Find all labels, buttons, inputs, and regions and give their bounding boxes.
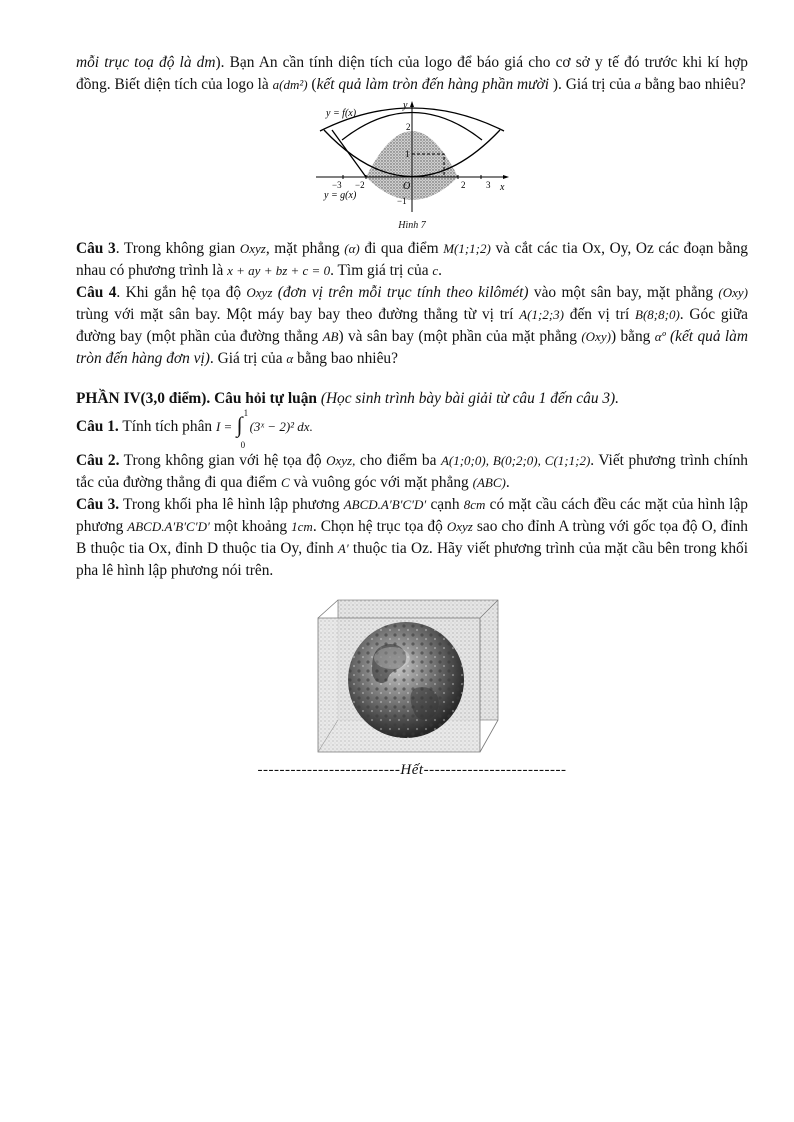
e3-math: Oxyz (446, 519, 473, 535)
q3-text: . (438, 262, 443, 279)
axis-label-x: x (500, 182, 505, 193)
e3-math: 1cm (291, 519, 313, 535)
essay-1-label: Câu 1. (76, 418, 119, 435)
e3-text: . Chọn hệ trục tọa độ (312, 518, 447, 536)
q4-math: α (286, 351, 294, 366)
q4-text: ) bằng (610, 328, 655, 345)
q4-italic: (đơn vị trên mỗi trục tính theo kilômét) (272, 284, 529, 301)
q3-math: x + ay + bz + c = 0 (227, 263, 331, 278)
q4-math: AB (322, 329, 339, 344)
q4-italic: (kết quả làm tròn đến hàng đơn vị) (76, 328, 748, 367)
e3-math: 8cm (463, 497, 486, 513)
e3-math: ABCD.A′B′C′D′ (343, 497, 427, 513)
crystal-cube-globe-image (312, 596, 512, 756)
e3-math: A′ (337, 541, 349, 557)
label-f: y = f(x) (326, 108, 357, 119)
part-4-title: PHẦN IV(3,0 điểm). Câu hỏi tự luận (76, 390, 317, 407)
q4-text: đến vị trí (563, 306, 636, 323)
question-3 (76, 238, 748, 282)
y-axis-arrow (410, 101, 414, 107)
q4-math: A(1;2;3) (519, 307, 564, 322)
e2-text: . Viết phương trình chính tắc của đường thẳng đi qua điểm (76, 452, 748, 492)
tick-label-y-neg1: −1 (397, 196, 407, 206)
essay-question-3 (76, 494, 748, 582)
q4-text: trùng với mặt sân bay. Một máy bay bay theo đường thẳng từ vị trí (76, 306, 520, 323)
graph-figure (312, 100, 512, 218)
intro-text: ). Bạn An cần tính diện tích của logo để báo giá cho cơ sở y tế đó trước khi kí hợp đồng. Biết diện tích của logo là (76, 54, 748, 93)
tick-label-x-neg3: −3 (332, 180, 342, 190)
origin-label: O (403, 181, 411, 192)
tick-label-y-1: 1 (405, 149, 410, 159)
q3-math: Oxyz (239, 241, 266, 256)
integral-sign: ∫ 1 0 (236, 416, 250, 438)
cube-edge (318, 600, 338, 618)
intro-text-2: ( (307, 76, 317, 93)
q3-text: đi qua điểm (359, 240, 444, 257)
e3-text: thuộc tia Oz. Hãy viết phương trình của mặt cầu bên trong khối pha lê hình lập phương nói trên. (76, 540, 748, 580)
q3-text: . Tìm giá trị của (330, 262, 433, 279)
e3-text: Trong khối pha lê hình lập phương (119, 496, 344, 514)
tick-label-x-neg2: −2 (355, 180, 365, 190)
q3-math: c (432, 263, 439, 278)
question-4-label: Câu 4 (76, 284, 117, 301)
globe-texture (348, 622, 464, 738)
integral-lhs: I = (215, 419, 236, 434)
e3-text: một khoảng (209, 518, 292, 536)
e3-text: có mặt cầu cách đều các mặt của hình lập phương (76, 496, 748, 536)
e2-text: cho điểm ba (355, 452, 441, 470)
q4-math: B(8;8;0) (635, 307, 680, 322)
document-page (76, 52, 748, 779)
integral-upper: 1 (243, 408, 249, 419)
q4-text: vào một sân bay, mặt phẳng (528, 284, 719, 301)
q3-math: M(1;1;2) (443, 241, 491, 256)
integral-lower: 0 (240, 440, 246, 451)
essay-1-text: Tính tích phân (118, 418, 216, 435)
footer-dashes-left: -------------------------- (257, 762, 401, 779)
tick-label-x-3: 3 (486, 180, 491, 190)
e2-math: A(1;0;0), B(0;2;0), C(1;1;2) (440, 453, 591, 469)
intro-text-3: ). Giá trị của (549, 76, 635, 93)
intro-text-4: bằng bao nhiêu? (641, 76, 746, 93)
q4-math: αº (654, 329, 666, 344)
q4-text: . Giá trị của (209, 350, 287, 367)
e3-text: cạnh (426, 496, 464, 514)
e2-text: và vuông góc với mặt phẳng (289, 474, 473, 492)
tick-label-x-2: 2 (461, 180, 466, 190)
e3-text: sao cho đỉnh A trùng với gốc tọa độ O, đỉnh B thuộc tia Ox, đỉnh D thuộc tia Oy, đỉnh (76, 518, 748, 558)
footer-dashes-right: -------------------------- (423, 762, 567, 779)
axis-label-y: y (403, 100, 408, 111)
intro-var: a (634, 77, 642, 92)
cube-edge (480, 720, 498, 752)
intro-unit: a(dm²) (272, 77, 308, 92)
e3-math: ABCD.A′B′C′D′ (127, 519, 210, 535)
q4-math: Oxyz (246, 285, 273, 300)
part-4-heading (76, 388, 748, 410)
question-3-label: Câu 3 (76, 240, 116, 257)
q4-text: bằng bao nhiêu? (293, 350, 398, 367)
e2-math: C (280, 475, 290, 491)
globe-highlight (374, 647, 410, 669)
intro-round-note: kết quả làm tròn đến hàng phần mười (316, 76, 550, 93)
tick-label-y-2: 2 (406, 122, 411, 132)
part-4-note: (Học sinh trình bày bài giải từ câu 1 đến câu 3). (316, 390, 620, 407)
e2-math: (ABC) (472, 475, 506, 491)
e2-text: . (505, 474, 510, 492)
essay-question-1 (76, 408, 748, 451)
curve-f-main (332, 130, 366, 177)
figure-caption: Hình 7 (398, 220, 426, 231)
q3-text: và cắt các tia Ox, Oy, Oz các đoạn bằng nhau có phương trình là (76, 240, 749, 279)
q3-text: . Trong không gian (115, 240, 240, 257)
question-4 (76, 282, 748, 370)
q3-text: , mặt phẳng (265, 240, 345, 257)
essay-2-label: Câu 2. (76, 452, 120, 470)
q4-math: (Oxy) (581, 329, 611, 344)
essay-question-2 (76, 450, 748, 494)
q4-text: . Khi gắn hệ tọa độ (116, 284, 247, 301)
footer-word: Hết (400, 762, 424, 779)
label-g: y = g(x) (324, 190, 357, 201)
end-of-exam-marker (76, 762, 748, 779)
essay-3-label: Câu 3. (76, 496, 120, 514)
q3-math: (α) (344, 241, 360, 256)
e2-text: Trong không gian với hệ tọa độ (119, 452, 327, 470)
intro-paragraph (76, 52, 748, 96)
intro-italic: mỗi trục toạ độ là dm (76, 54, 216, 71)
integrand: (3ˣ − 2)² dx. (249, 419, 313, 434)
x-axis-arrow (503, 175, 509, 179)
e2-math: Oxyz, (326, 453, 356, 469)
q4-text: . Góc giữa đường bay (một phần của đường thẳng (76, 306, 748, 345)
q4-math: (Oxy) (718, 285, 749, 300)
q4-text: ) và sân bay (một phần của mặt phẳng (338, 328, 582, 345)
